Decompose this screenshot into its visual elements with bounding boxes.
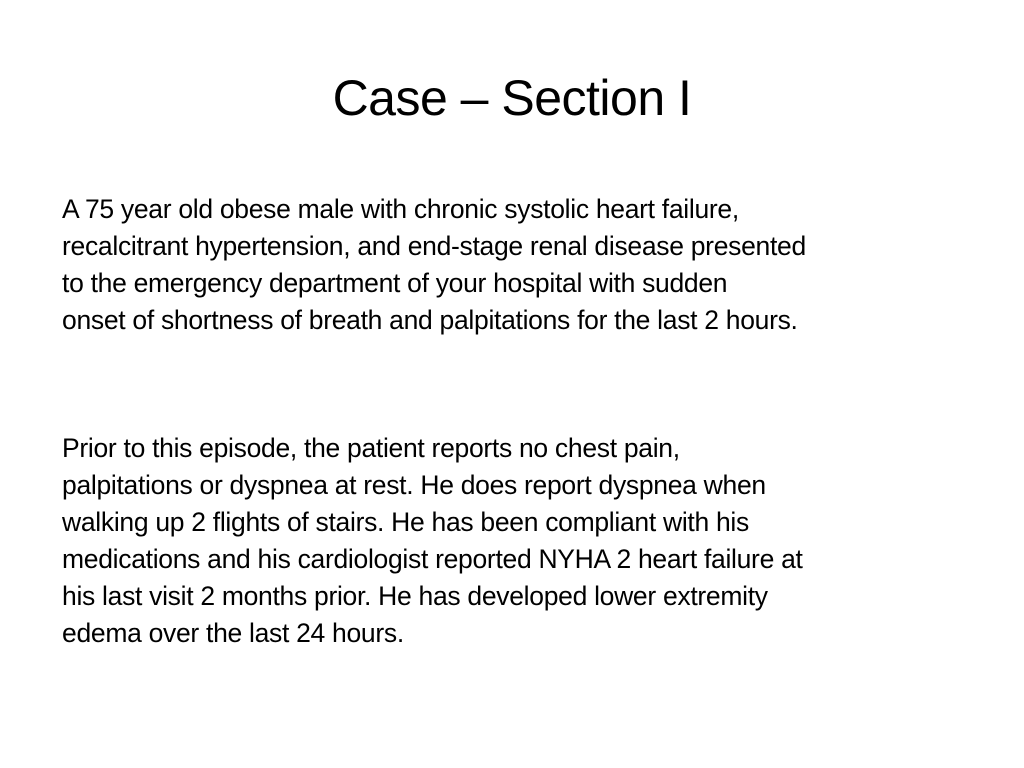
paragraph-line: Prior to this episode, the patient reports no chest pain,: [62, 433, 680, 463]
paragraph-line: edema over the last 24 hours.: [62, 618, 404, 648]
paragraph-line: A 75 year old obese male with chronic systolic heart failure,: [62, 194, 739, 224]
paragraph-line: walking up 2 flights of stairs. He has been compliant with his: [62, 507, 749, 537]
case-paragraph-2: [62, 430, 972, 652]
paragraph-line: onset of shortness of breath and palpitations for the last 2 hours.: [62, 305, 798, 335]
paragraph-line: to the emergency department of your hospital with sudden: [62, 268, 728, 298]
paragraph-line: recalcitrant hypertension, and end-stage renal disease presented: [62, 231, 806, 261]
paragraph-line: medications and his cardiologist reported NYHA 2 heart failure at: [62, 544, 803, 574]
slide-title: Case – Section I: [332, 70, 692, 126]
paragraph-line: his last visit 2 months prior. He has developed lower extremity: [62, 581, 768, 611]
paragraph-line: palpitations or dyspnea at rest. He does report dyspnea when: [62, 470, 766, 500]
case-paragraph-1: [62, 191, 972, 339]
